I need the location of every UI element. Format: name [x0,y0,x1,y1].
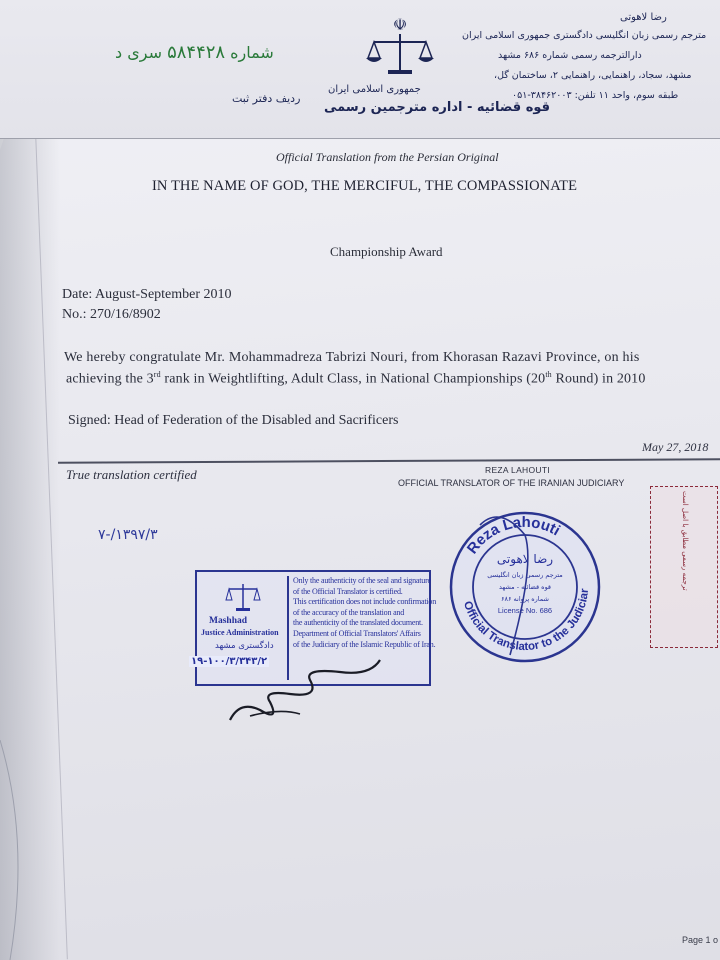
document-title: Championship Award [330,244,443,259]
republic-name: جمهوری اسلامی ایران [328,84,421,95]
register-label: ردیف دفتر ثبت [232,92,301,105]
stamp-office-fa: دادگستری مشهد [215,641,274,651]
seal-inner-name: رضا لاهوتی [496,552,554,566]
translator-seal [440,505,610,665]
address-line1: مشهد، سجاد، راهنمایی، راهنمایی ۲، ساختمان گل، [494,70,692,81]
seal-outer-top: Reza Lahouti [463,513,563,558]
seal-license: License No. 686 [497,606,553,615]
date-line: Date: August-September 2010 [62,287,232,302]
stamp-disclaimer: Only the authenticity of the seal and signature of the Official Translator is certified. This certification does not include confirmation of the accuracy of the translation and the authenticity of the translated document. Department of Official Translators' Affairs of the Judiciary of the Islamic Republic of Iran. [293,576,437,649]
seal-inner-line3: شماره پروانه ۶۸۶ [501,595,549,603]
body-paragraph-line1: We hereby congratulate Mr. Mohammadreza Tabrizi Nouri, from Khorasan Razavi Province, on his [64,350,640,365]
body-paragraph-line2: achieving the 3rd rank in Weightlifting, Adult Class, in National Championships (20th Round) in 2010 [66,370,646,387]
translator-name: REZA LAHOUTI [485,465,551,475]
true-translation-label: True translation certified [66,467,197,482]
address-line2: طبقه سوم، واحد ۱۱ تلفن: ۳۸۴۶۲۰۰۳-۰۵۱ [512,90,679,101]
handwritten-date: ۱۳۹۷/۳/-۷ [98,527,158,543]
translator-title: OFFICIAL TRANSLATOR OF THE IRANIAN JUDICIARY [398,478,625,488]
serial-block: شماره ۵۸۴۴۲۸ سری د [115,42,274,63]
scales-icon [223,580,263,614]
invocation: IN THE NAME OF GOD, THE MERCIFUL, THE COMPASSIONATE [152,178,578,194]
divider [58,458,720,463]
translator-line2: دارالترجمه رسمی شماره ۶۸۶ مشهد [498,50,642,61]
signature-line: Signed: Head of Federation of the Disabled and Sacrificers [68,413,399,428]
seal-outer-bottom: Official Translator to the Judiciar [460,588,592,654]
stamp-office: Justice Administration [201,628,279,637]
svg-text:☫: ☫ [392,17,408,34]
handwritten-signature [220,650,420,730]
stamp-city: Mashhad [209,616,248,626]
translation-header: Official Translation from the Persian Original [276,150,499,164]
letterhead [0,0,720,139]
translator-name-fa: رضا لاهوتی [620,12,667,23]
seal-inner-line2: قوه قضائیه - مشهد [498,583,552,591]
page-edge-curve [0,740,60,960]
stamp-number: ۱۹-۱۰۰/۳/۳۴۳/۲ [191,656,268,667]
translator-line1: مترجم رسمی زبان انگلیسی دادگستری جمهوری اسلامی ایران [462,30,707,41]
judiciary-emblem [360,12,440,87]
scales-icon [360,12,440,82]
certification-date: May 27, 2018 [642,440,709,454]
judiciary-office: قوه قضائیه - اداره مترجمین رسمی [324,100,551,115]
number-line: No.: 270/16/8902 [62,307,161,322]
seal-inner-line1: مترجم رسمی زبان انگلیسی [487,571,563,579]
side-stamp: ترجمه رسمی مطابق با اصل است [650,486,718,648]
page-number: Page 1 o [682,935,719,945]
